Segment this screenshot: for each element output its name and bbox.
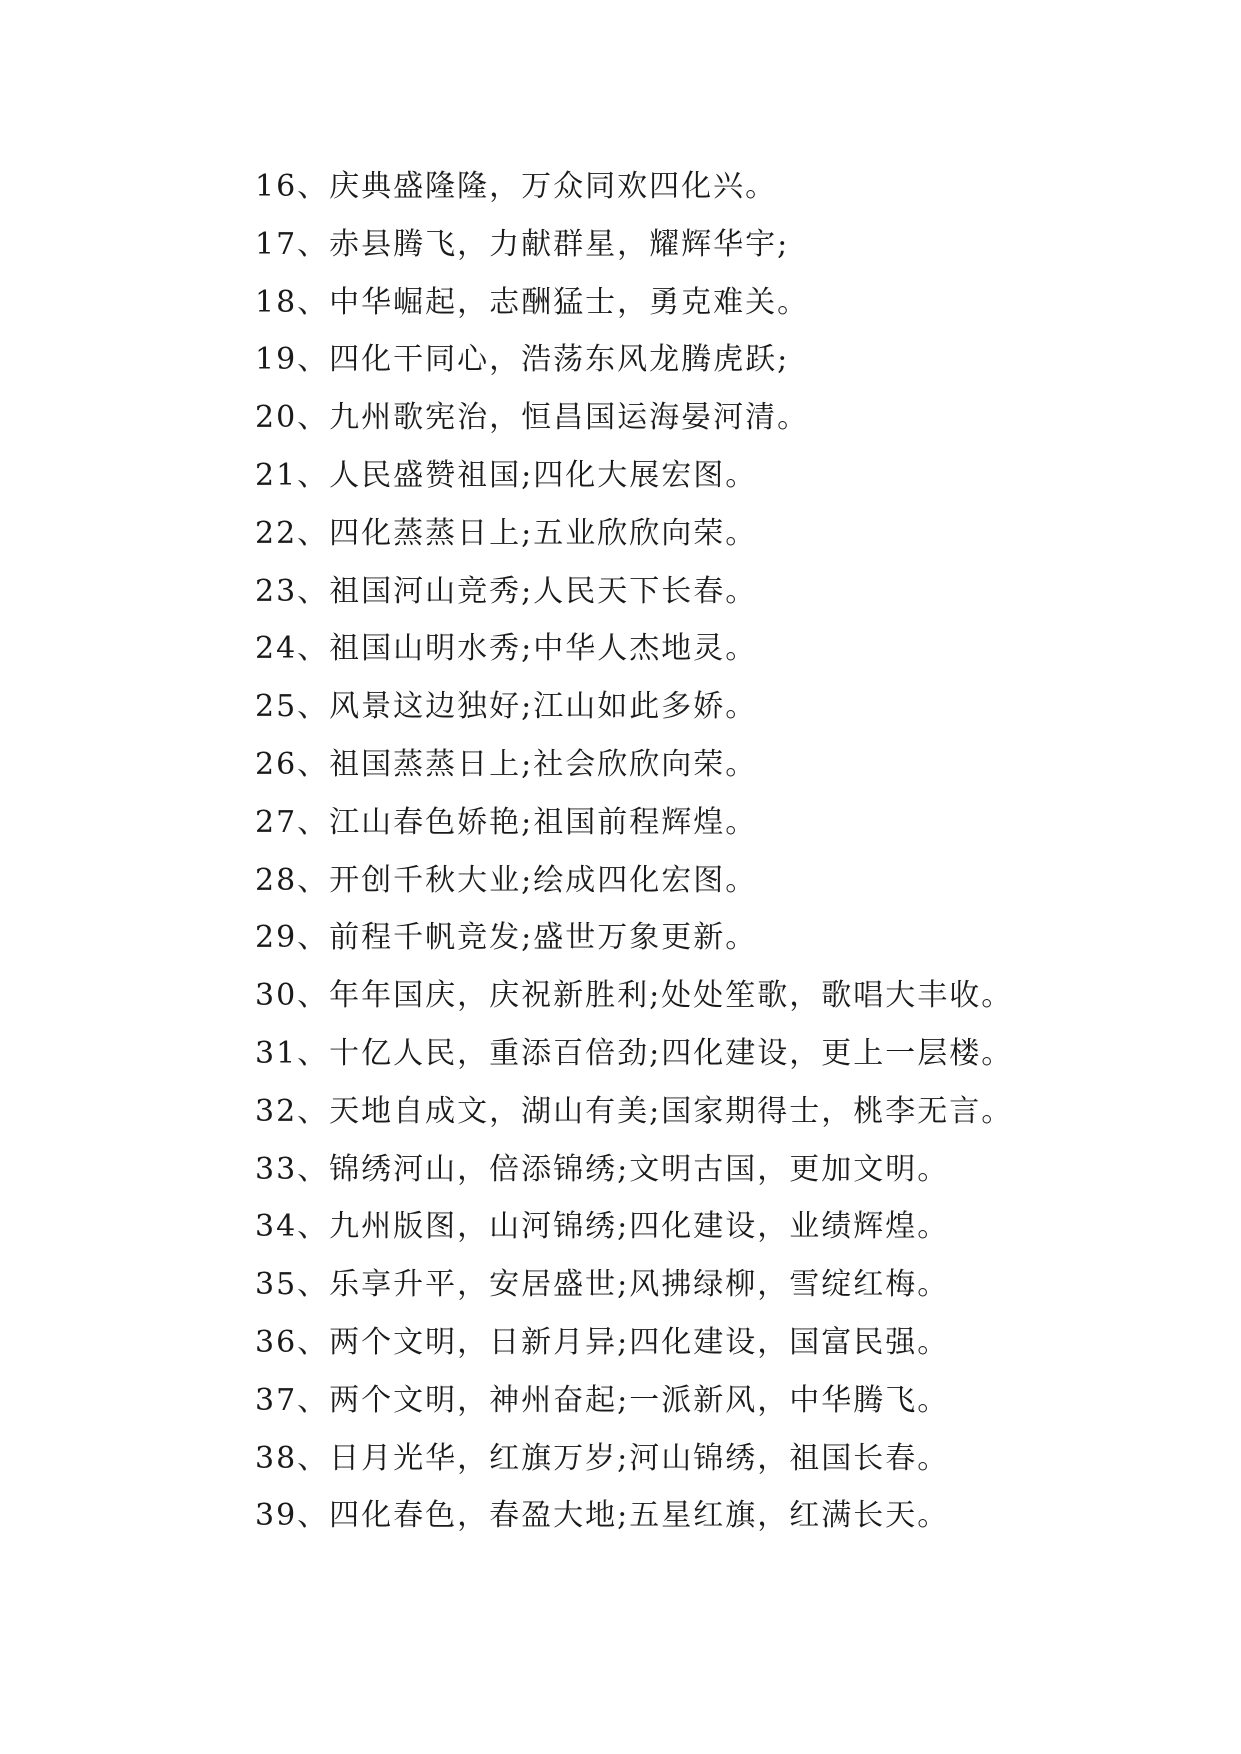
text-line: 18、中华崛起，志酬猛士，勇克难关。 (255, 284, 810, 320)
text-line: 17、赤县腾飞，力献群星，耀辉华宇; (255, 226, 790, 262)
couplet-list (255, 158, 1155, 1545)
text-line: 19、四化干同心，浩荡东风龙腾虎跃; (255, 342, 790, 378)
text-line: 25、风景这边独好;江山如此多娇。 (255, 689, 758, 725)
text-line: 36、两个文明，日新月异;四化建设，国富民强。 (255, 1324, 950, 1360)
text-line: 22、四化蒸蒸日上;五业欣欣向荣。 (255, 515, 758, 551)
text-line: 26、祖国蒸蒸日上;社会欣欣向荣。 (255, 746, 758, 782)
text-line: 23、祖国河山竞秀;人民天下长春。 (255, 573, 758, 609)
text-line: 29、前程千帆竞发;盛世万象更新。 (255, 920, 758, 956)
text-line: 24、祖国山明水秀;中华人杰地灵。 (255, 631, 758, 667)
text-line: 38、日月光华，红旗万岁;河山锦绣，祖国长春。 (255, 1440, 950, 1476)
text-line: 34、九州版图，山河锦绣;四化建设，业绩辉煌。 (255, 1209, 950, 1245)
text-line: 16、庆典盛隆隆，万众同欢四化兴。 (255, 169, 778, 204)
text-line: 31、十亿人民，重添百倍劲;四化建设，更上一层楼。 (255, 1035, 1014, 1071)
text-line: 39、四化春色，春盈大地;五星红旗，红满长天。 (255, 1498, 950, 1534)
text-line: 21、人民盛赞祖国;四化大展宏图。 (255, 457, 758, 493)
text-line: 27、江山春色娇艳;祖国前程辉煌。 (255, 804, 758, 840)
text-line: 30、年年国庆，庆祝新胜利;处处笙歌，歌唱大丰收。 (255, 978, 1014, 1014)
text-line: 28、开创千秋大业;绘成四化宏图。 (255, 862, 758, 898)
text-line: 35、乐享升平，安居盛世;风拂绿柳，雪绽红梅。 (255, 1267, 950, 1303)
text-line: 20、九州歌宪治，恒昌国运海晏河清。 (255, 400, 810, 436)
text-line: 32、天地自成文，湖山有美;国家期得士，桃李无言。 (255, 1093, 1014, 1129)
text-line: 37、两个文明，神州奋起;一派新风，中华腾飞。 (255, 1382, 950, 1418)
text-line: 33、锦绣河山，倍添锦绣;文明古国，更加文明。 (255, 1151, 950, 1187)
